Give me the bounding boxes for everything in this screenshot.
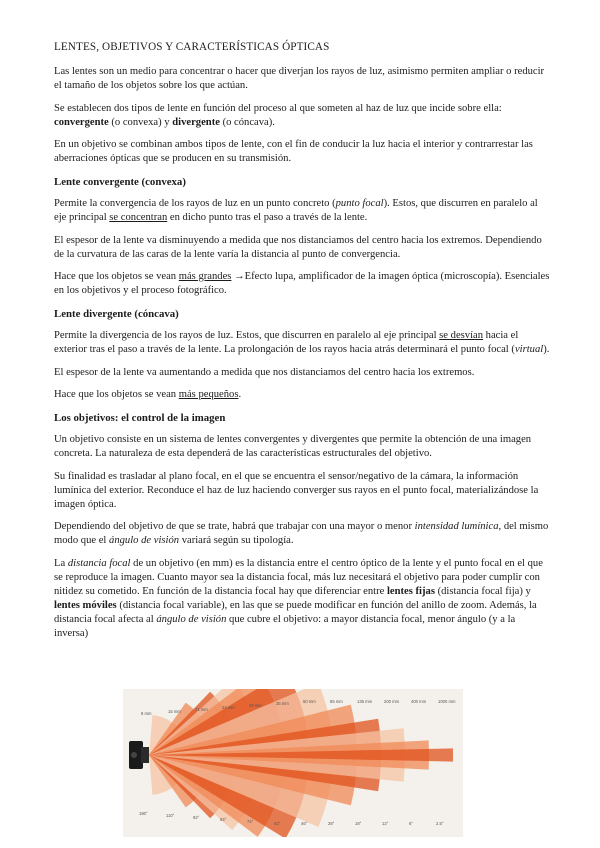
convergente-paragraph-1: Permite la convergencia de los rayos de luz en un punto concreto (punto focal). Estos, que discurren en paralelo al eje principal se concentran en dicho punto tras el paso a través de la lente.	[54, 198, 538, 223]
objetivos-paragraph-1: Un objetivo consiste en un sistema de lentes convergentes y divergentes que permite la obtención de una imagen concreta. La naturaleza de esta dependerá de las características estructurales del objetivo.	[54, 434, 532, 459]
angle-label: 84°	[220, 817, 227, 822]
angle-label: 74°	[247, 819, 254, 824]
focal-length-label: 28 mm	[249, 703, 262, 708]
page-title: LENTES, OBJETIVOS Y CARACTERÍSTICAS ÓPTICAS	[54, 41, 330, 53]
focal-length-label: 21 mm	[195, 707, 208, 712]
fov-illustration	[123, 689, 463, 837]
angle-label: 6°	[409, 821, 414, 826]
document-page	[54, 40, 550, 649]
angle-label: 28°	[328, 821, 335, 826]
focal-length-label: 24 mm	[222, 705, 235, 710]
angle-label: 18°	[355, 821, 362, 826]
divergente-paragraph-3: Hace que los objetos se vean más pequeños.	[54, 389, 242, 400]
angle-label: 180°	[139, 811, 148, 816]
focal-length-label: 400 mm	[411, 699, 427, 704]
focal-length-label: 135 mm	[357, 699, 373, 704]
heading-divergente: Lente divergente (cóncava)	[54, 307, 179, 320]
intro-paragraph-1: Las lentes son un medio para concentrar o hacer que diverjan los rayos de luz, asimismo permiten ampliar o reducir el tamaño de los objetos sobre los que actúan.	[54, 66, 545, 91]
angle-label: 92°	[193, 815, 200, 820]
convergente-paragraph-3: Hace que los objetos se vean más grandes →Efecto lupa, amplificador de la imagen óptica (microscopía). Esenciales en los objetivos y el proceso fotográfico.	[54, 271, 550, 296]
focal-length-label: 15 mm	[168, 709, 181, 714]
focal-length-angle-of-view-diagram	[123, 689, 463, 837]
focal-length-label: 200 mm	[384, 699, 400, 704]
angle-label: 110°	[166, 813, 175, 818]
divergente-paragraph-1: Permite la divergencia de los rayos de luz. Estos, que discurren en paralelo al eje principal se desvían hacia el exterior tras el paso a través de la lente. La prolongación de los rayos hacia atrás determinará el punto focal (virtual).	[54, 330, 550, 355]
angle-label: 2.5°	[436, 821, 444, 826]
focal-length-label: 8 mm	[141, 711, 152, 716]
intro-paragraph-2: Se establecen dos tipos de lente en función del proceso al que someten al haz de luz que incide sobre ella: convergente (o convexa) y divergente (o cóncava).	[54, 102, 502, 128]
focal-length-label: 35 mm	[276, 701, 289, 706]
focal-length-label: 1000 mm	[438, 699, 456, 704]
focal-length-label: 50 mm	[303, 699, 316, 704]
heading-convergente: Lente convergente (convexa)	[54, 175, 186, 188]
heading-objetivos: Los objetivos: el control de la imagen	[54, 411, 226, 424]
intro-paragraph-3: En un objetivo se combinan ambos tipos de lente, con el fin de conducir la luz hacia el interior y contrarrestar las aberraciones ópticas que se producen en su transmisión.	[54, 139, 533, 164]
objetivos-paragraph-3: Dependiendo del objetivo de que se trate, habrá que trabajar con una mayor o menor intensidad lumínica, del mismo modo que el ángulo de visión variará según su tipología.	[54, 521, 549, 546]
divergente-paragraph-2: El espesor de la lente va aumentando a medida que nos distanciamos del centro hacia los extremos.	[54, 366, 475, 378]
convergente-paragraph-2: El espesor de la lente va disminuyendo a medida que nos distanciamos del centro hacia los extremos. Dependiendo de la curvatura de las caras de la lente varía la distancia al punto de convergencia.	[54, 234, 542, 260]
angle-label: 63°	[274, 821, 281, 826]
angle-label: 46°	[301, 821, 308, 826]
objetivos-paragraph-2: Su finalidad es trasladar al plano focal, en el que se encuentra el sensor/negativo de la cámara, la información lumínica del exterior. Reconduce el haz de luz haciendo converger sus rayos en el punto focal, materializándose la imagen óptica.	[54, 470, 539, 510]
focal-length-label: 85 mm	[330, 699, 343, 704]
objetivos-paragraph-4: La distancia focal de un objetivo (en mm) es la distancia entre el centro óptico de la lente y el punto focal en el que se reproduce la imagen. Cuanto mayor sea la distancia focal, más luz necesitará el objetivo para poder cumplir con nitidez su cometido. En función de la distancia focal hay que diferenciar entre lentes fijas (distancia focal fija) y lentes móviles (distancia focal variable), en las que se puede modificar en función del anillo de zoom. Además, la distancia focal afecta al ángulo de visión que cubre el objetivo: a mayor distancia focal, menor ángulo (y a la inversa)	[54, 557, 543, 639]
angle-label: 12°	[382, 821, 389, 826]
camera-icon	[129, 741, 149, 769]
